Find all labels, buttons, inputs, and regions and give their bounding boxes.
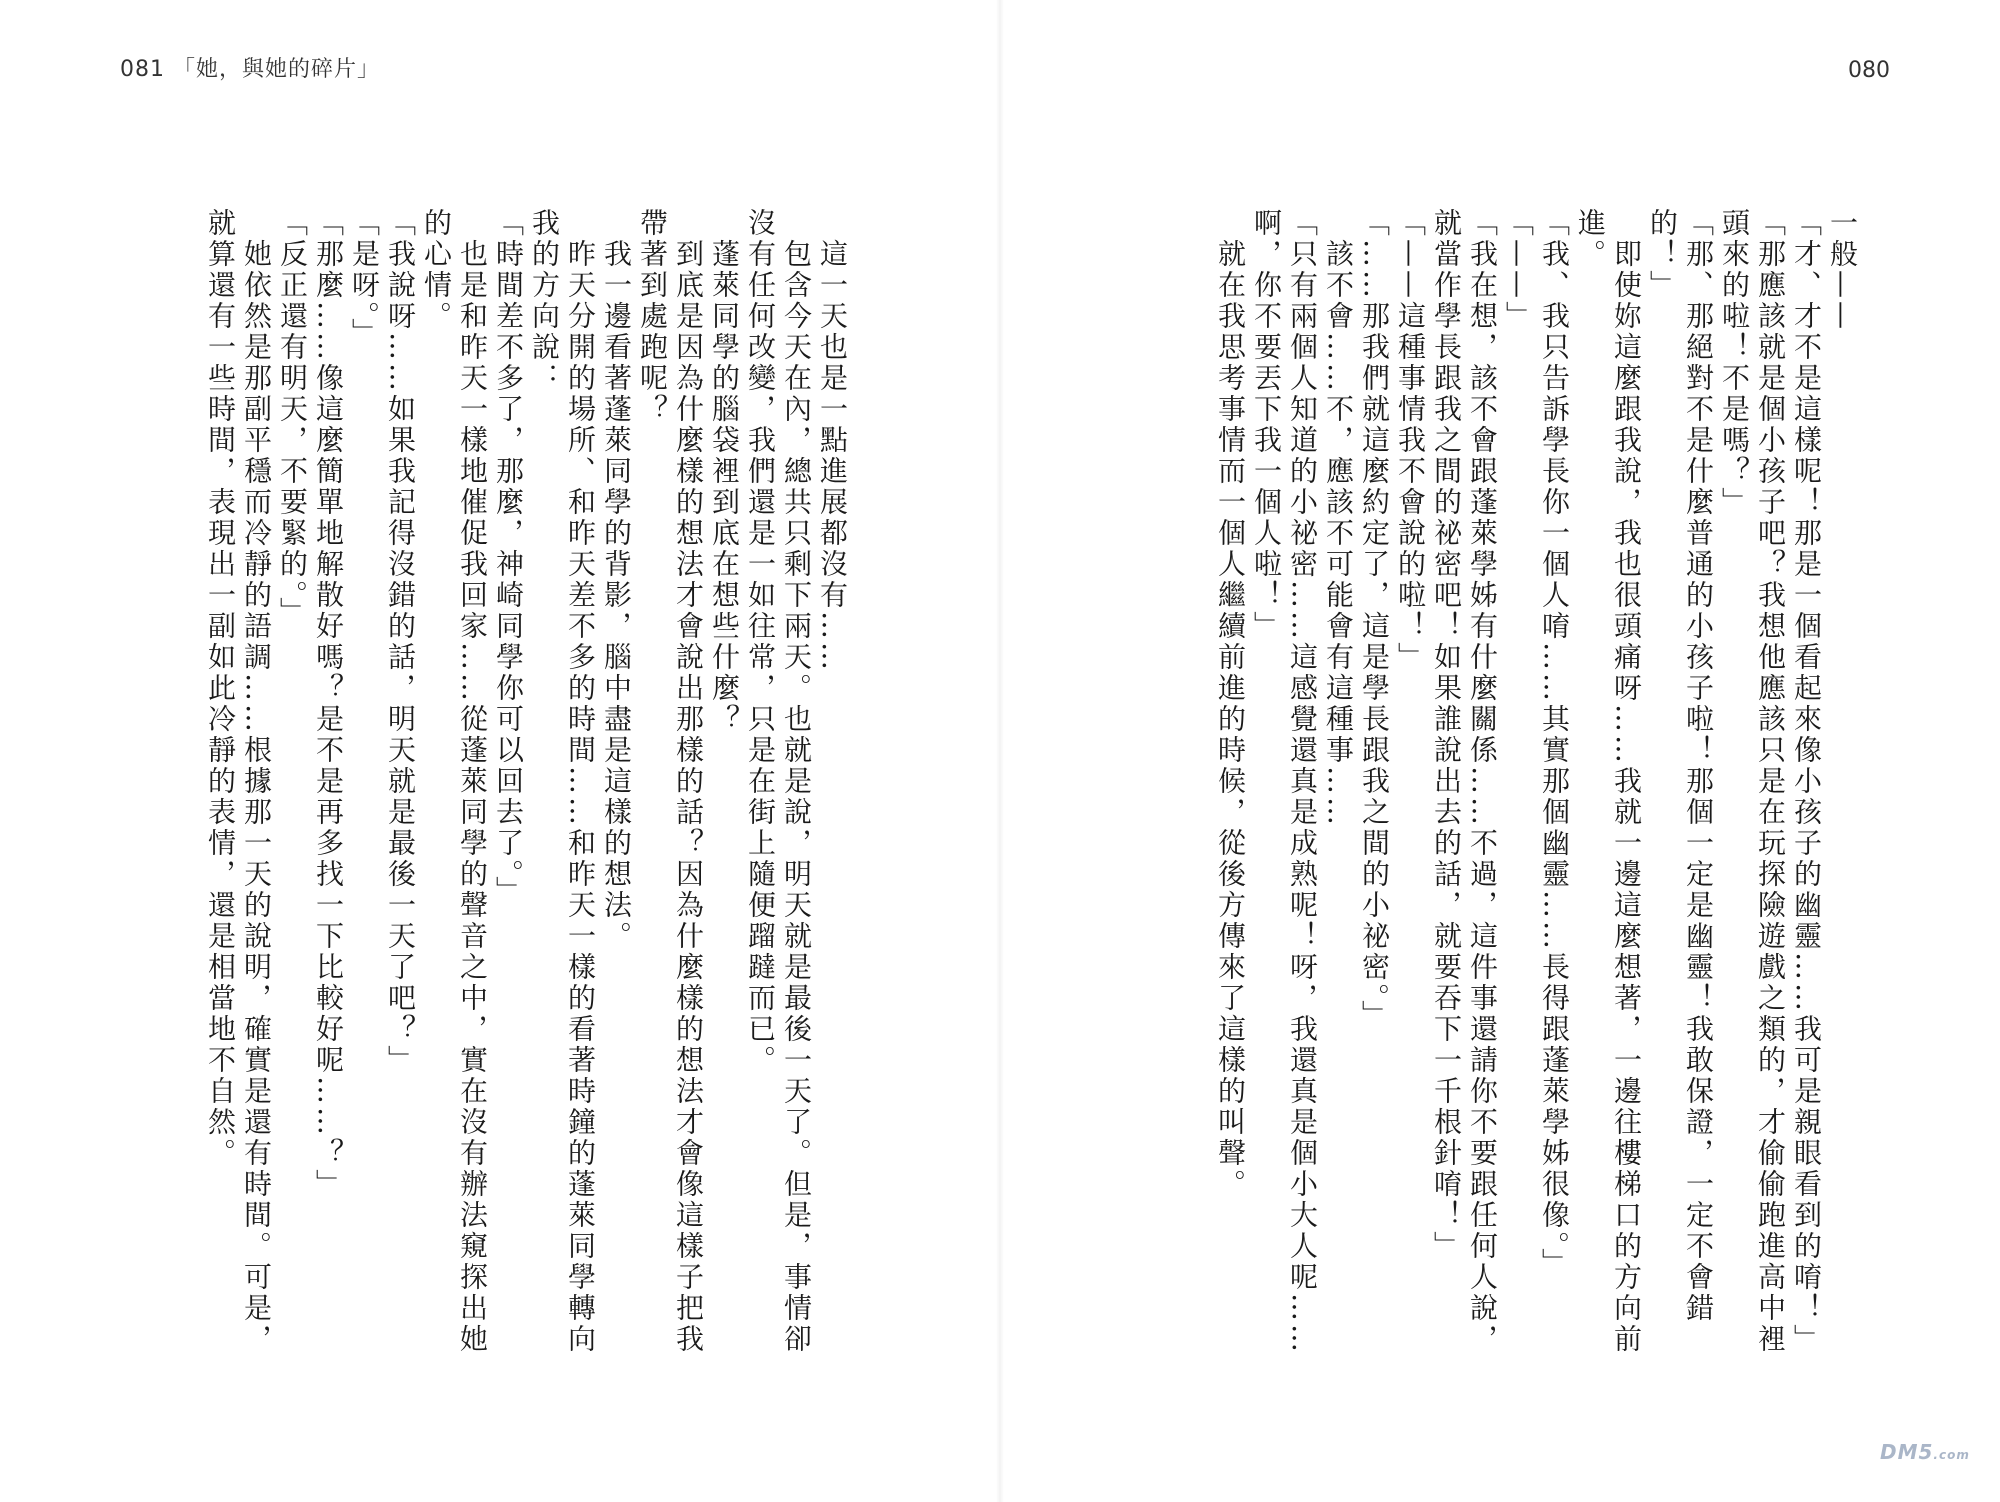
text-line: 「反正還有明天，不要緊的。」 xyxy=(276,208,309,628)
text-line: 「——」 xyxy=(1502,208,1535,332)
text-line: 「我、我只告訴學長你一個人唷……其實那個幽靈……長得跟蓬萊學姊很像。」 xyxy=(1538,208,1571,1279)
text-line: 「——這種事情我不會說的啦！」 xyxy=(1394,208,1427,673)
right-page-number: 080 xyxy=(1848,58,1890,83)
text-line: 「我在想，該不會跟蓬萊學姊有什麼關係……不過，這件事還請你不要跟任何人說，就當作學長跟我之間的祕密吧！如果誰說出去的話，就要吞下一千根針唷！」 xyxy=(1430,208,1499,1355)
text-line: 該不會……不，應該不可能會有這種事…… xyxy=(1322,208,1355,828)
watermark-brand: DM5 xyxy=(1880,1440,1934,1464)
left-page-text xyxy=(120,208,850,1378)
text-line: 包含今天在內，總共只剩下兩天。也就是說，明天就是最後一天了。但是，事情卻沒有任何改變，我們還是一如往常，只是在街上隨便蹓躂而已。 xyxy=(744,208,813,1355)
text-line: 到底是因為什麼樣的想法才會說出那樣的話？因為什麼樣的想法才會像這樣子把我帶著到處跑呢？ xyxy=(636,208,705,1355)
text-line: 「是呀。」 xyxy=(348,208,381,349)
text-line: 她依然是那副平穩而冷靜的語調……根據那一天的說明，確實是還有時間。可是，就算還有一些時間，表現出一副如此冷靜的表情，還是相當地不自然。 xyxy=(204,208,273,1355)
text-line: 就在我思考事情而一個人繼續前進的時候，從後方傳來了這樣的叫聲。 xyxy=(1214,208,1247,1200)
text-line: 我一邊看著蓬萊同學的背影，腦中盡是這樣的想法。 xyxy=(600,208,633,952)
text-line: 「我說呀……如果我記得沒錯的話，明天就是最後一天了吧？」 xyxy=(384,208,417,1076)
text-line: 也是和昨天一樣地催促我回家……從蓬萊同學的聲音之中，實在沒有辦法窺探出她的心情。 xyxy=(420,208,489,1355)
watermark-suffix: .com xyxy=(1933,1448,1970,1462)
text-line: 「……那我們就這麼約定了，這是學長跟我之間的小祕密。」 xyxy=(1358,208,1391,1031)
text-line: 「時間差不多了，那麼，神崎同學你可以回去了。」 xyxy=(492,208,525,907)
page-gutter xyxy=(996,0,1004,1502)
left-page-header: 081 「她，與她的碎片」 xyxy=(120,57,380,82)
text-line: 這一天也是一點進展都沒有…… xyxy=(816,208,849,673)
text-line: 「那應該就是個小孩子吧？我想他應該只是在玩探險遊戲之類的，才偷偷跑進高中裡頭來的啦！不是嗎？」 xyxy=(1718,208,1787,1355)
text-line: 「才、才不是這樣呢！那是一個看起來像小孩子的幽靈……我可是親眼看到的唷！」 xyxy=(1790,208,1823,1355)
text-line: 昨天分開的場所、和昨天差不多的時間……和昨天一樣的看著時鐘的蓬萊同學轉向我的方向說： xyxy=(528,208,597,1355)
text-line: 「那、那絕對不是什麼普通的小孩子啦！那個一定是幽靈！我敢保證，一定不會錯的！」 xyxy=(1646,208,1715,1324)
text-line: 「只有兩個人知道的小祕密……這感覺還真是成熟呢！呀，我還真是個小大人呢……啊，你不要丟下我一個人啦！」 xyxy=(1250,208,1319,1355)
text-line: 蓬萊同學的腦袋裡到底在想些什麼？ xyxy=(708,208,741,735)
site-watermark xyxy=(1880,1440,1970,1464)
text-line: 「那麼……像這麼簡單地解散好嗎？是不是再多找一下比較好呢……？」 xyxy=(312,208,345,1200)
text-line: 即使妳這麼跟我說，我也很頭痛呀……我就一邊這麼想著，一邊往樓梯口的方向前進。 xyxy=(1574,208,1643,1355)
text-line: 一般—— xyxy=(1826,208,1859,332)
right-page-text xyxy=(1120,208,1860,1378)
